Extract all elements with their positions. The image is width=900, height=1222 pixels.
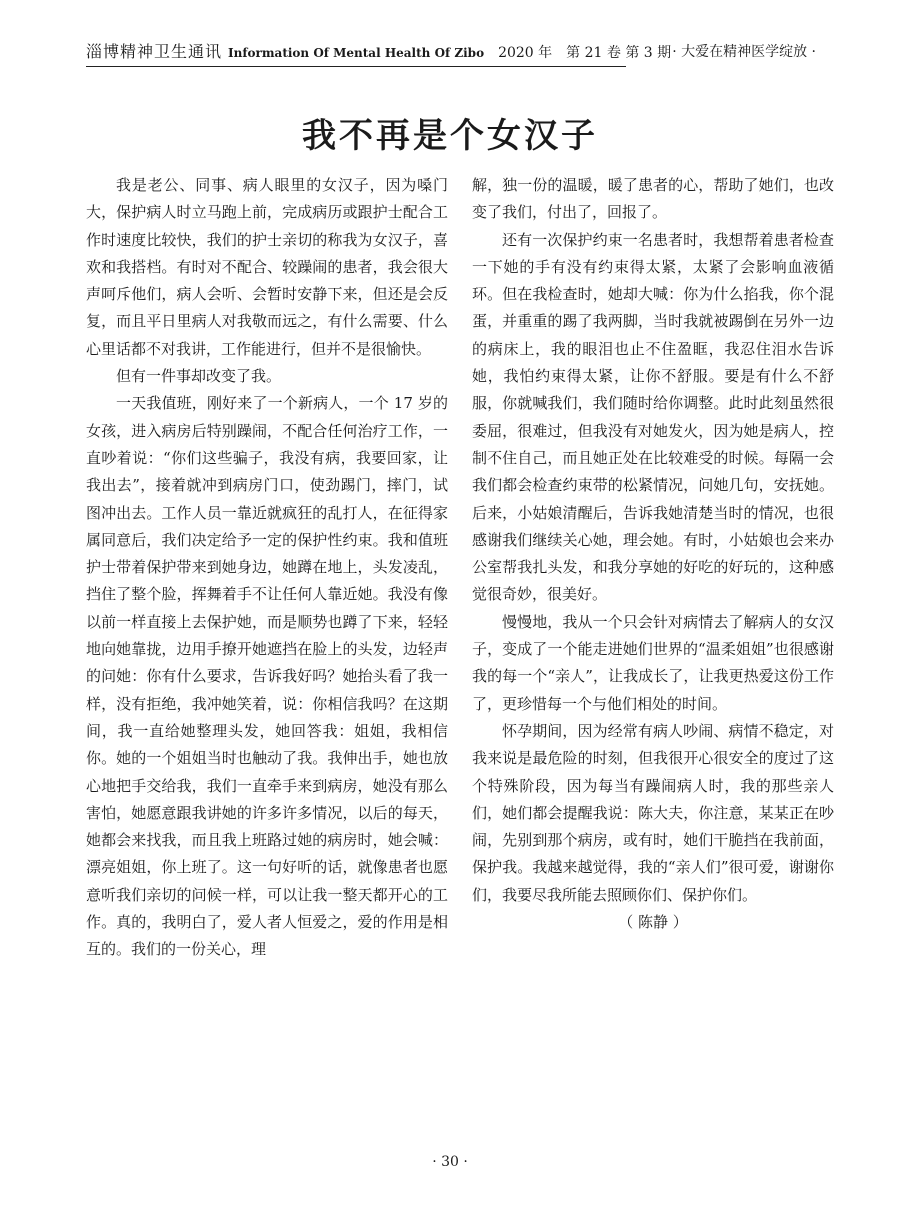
journal-info	[86, 40, 672, 67]
paragraph: 一天我值班，刚好来了一个新病人，一个 17 岁的女孩，进入病房后特别躁闹，不配合任何治疗工作，一直吵着说：“你们这些骗子，我没有病，我要回家，让我出去”，接着就冲到病房门口，使劲踢门，摔门，试图冲出去。工作人员一靠近就疯狂的乱打人，在征得家属同意后，我们决定给予一定的保护性约束。我和值班护士带着保护带来到她身边，她蹲在地上，头发凌乱，挡住了整个脸，挥舞着手不让任何人靠近她。我没有像以前一样直接上去保护她，而是顺势也蹲了下来，轻轻地向她靠拢，边用手撩开她遮挡在脸上的头发，边轻声的问她：你有什么要求，告诉我好吗？她抬头看了我一样，没有拒绝，我冲她笑着，说：你相信我吗？在这期间，我一直给她整理头发，她回答我：姐姐，我相信你。她的一个姐姐当时也触动了我。我伸出手，她也放心地把手交给我，我们一直牵手来到病房，她没有那么害怕，她愿意跟我讲她的许多许多情况，以后的每天，她都会来找我，而且我上班路过她的病房时，她会喊：漂亮姐姐，你上班了。这一句好听的话，就像患者也愿意听我们亲切的问候一样，可以让我一整天都开心的工作。真的，我明白了，爱人者人恒爱之，爱的作用是相互的。我们的一份关心，理	[86, 394, 448, 959]
paragraph: 怀孕期间，因为经常有病人吵闹、病情不稳定，对我来说是最危险的时刻，但我很开心很安全的度过了这个特殊阶段，因为每当有躁闹病人时，我的那些亲人们，她们都会提醒我说：陈大夫，你注意，某某正在吵闹，先别到那个病房，或有时，她们干脆挡在我前面，保护我。我越来越觉得，我的“亲人们”很可爱，谢谢你们，我要尽我所能去照顾你们、保护你们。	[472, 721, 834, 904]
journal-name-cn: 淄博精神卫生通讯	[86, 42, 223, 61]
running-header	[86, 40, 816, 68]
article-title: 我不再是个女汉子	[302, 116, 598, 156]
paragraph: 还有一次保护约束一名患者时，我想帮着患者检查一下她的手有没有约束得太紧，太紧了会影响血液循环。但在我检查时，她却大喊：你为什么掐我，你个混蛋，并重重的踢了我两脚，当时我就被踢倒在另外一边的病床上，我的眼泪也止不住盈眶，我忍住泪水告诉她，我怕约束得太紧，让你不舒服。要是有什么不舒服，你就喊我们，我们随时给你调整。此时此刻虽然很委屈，很难过，但我没有对她发火，因为她是病人，控制不住自己，而且她正处在比较难受的时候。每隔一会我们都会检查约束带的松紧情况，问她几句，安抚她。后来，小姑娘清醒后，告诉我她清楚当时的情况，也很感谢我们继续关心她，理会她。有时，小姑娘也会来办公室帮我扎头发，和我分享她的好吃的好玩的，这种感觉很奇妙，很美好。	[472, 230, 834, 604]
left-column	[86, 172, 448, 964]
page-number: · 30 ·	[432, 1154, 468, 1170]
paragraph: 慢慢地，我从一个只会针对病情去了解病人的女汉子，变成了一个能走进她们世界的“温柔姐姐”也很感谢我的每一个“亲人”，让我成长了，让我更热爱这份工作了，更珍惜每一个与他们相处的时间。	[472, 612, 834, 713]
journal-name-en: Information Of Mental Health Of Zibo	[228, 46, 485, 60]
right-column	[472, 172, 834, 936]
issue-info: 2020 年 第 21 卷 第 3 期	[498, 45, 672, 61]
paragraph: 但有一件事却改变了我。	[116, 367, 282, 386]
paragraph-continuation: 解，独一份的温暖，暖了患者的心，帮助了她们，也改变了我们，付出了，回报了。	[472, 176, 834, 222]
author-signature: （ 陈静 ）	[618, 913, 688, 932]
paragraph: 我是老公、同事、病人眼里的女汉子，因为嗓门大，保护病人时立马跑上前，完成病历或跟护士配合工作时速度比较快，我们的护士亲切的称我为女汉子，喜欢和我搭档。有时对不配合、较躁闹的患者，我会很大声呵斥他们，病人会听、会暂时安静下来，但还是会反复，而且平日里病人对我敬而远之，有什么需要、什么心里话都不对我讲，工作能进行，但并不是很愉快。	[86, 176, 448, 358]
section-name: · 大爱在精神医学绽放 ·	[672, 44, 816, 60]
